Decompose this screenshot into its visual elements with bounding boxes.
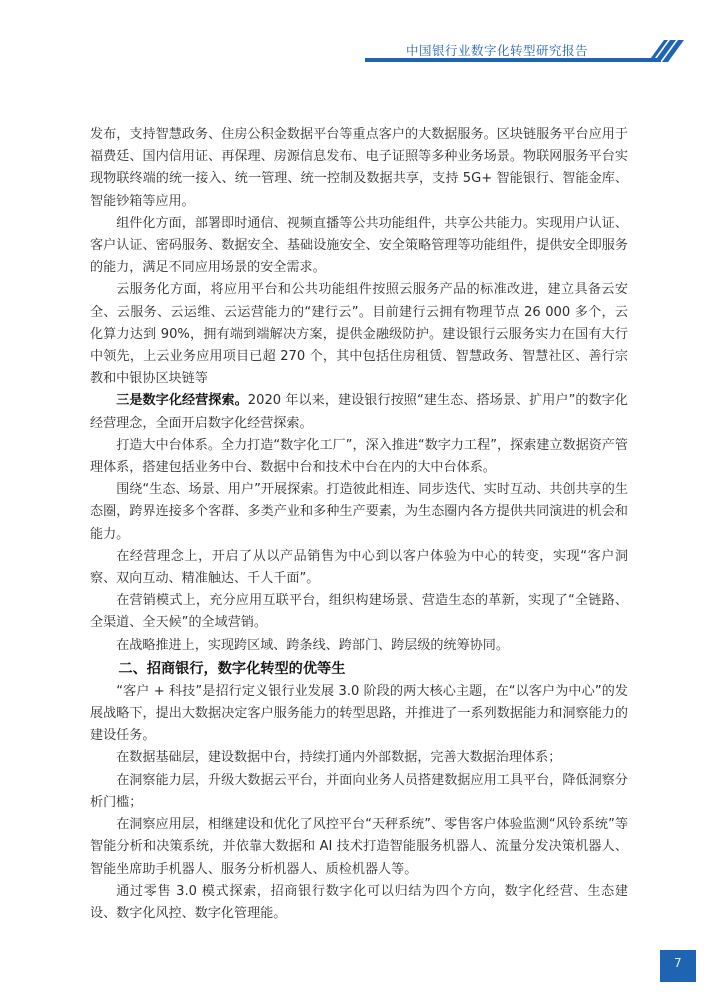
paragraph (90, 390, 628, 434)
paragraph: 在数据基础层，建设数据中台，持续打通内外部数据，完善大数据治理体系； (116, 750, 562, 766)
paragraph: “客户 + 科技”是招行定义银行业发展 3.0 阶段的两大核心主题，在“以客户为中心”的发展战略下，提出大数据决定客户服务能力的转型思路，并推进了一系列数据能力和洞察能力的建设任务。 (90, 683, 628, 744)
paragraph: 组件化方面，部署即时通信、视频直播等公共功能组件，共享公共能力。实现用户认证、客户认证、密码服务、数据安全、基础设施安全、安全策略管理等功能组件，提供安全即服务的能力，满足不同应用场景的安全需求。 (90, 215, 628, 276)
bold-lead-in: 三是数字化经营探索。 (116, 393, 248, 409)
paragraph: 发布，支持智慧政务、住房公积金数据平台等重点客户的大数据服务。区块链服务平台应用于福费廷、国内信用证、再保理、房源信息发布、电子证照等多种业务场景。物联网服务平台实现物联终端的统一接入、统一管理、统一控制及数据共享，支持 5G+ 智能银行、智能金库、智能钞箱等应用。 (90, 127, 628, 209)
running-header-title: 中国银行业数字化转型研究报告 (405, 43, 588, 58)
section-heading: 二、招商银行，数字化转型的优等生 (118, 660, 346, 677)
paragraph: 在经营理念上，开启了从以产品销售为中心到以客户体验为中心的转变，实现“客户洞察、双向互动、精准触达、千人千面”。 (90, 548, 628, 587)
paragraph: 在洞察应用层，相继建设和优化了风控平台“天秤系统”、零售客户体验监测“风铃系统”等智能分析和决策系统，并依靠大数据和 AI 技术打造智能服务机器人、流量分发决策机器人、智能坐席助手机器人、服务分析机器人、质检机器人等。 (90, 817, 628, 877)
paragraph: 在洞察能力层，升级大数据云平台，并面向业务人员搭建数据应用工具平台，降低洞察分析门槛； (90, 772, 628, 810)
paragraph: 通过零售 3.0 模式探索，招商银行数字化可以归结为四个方向，数字化经营、生态建设、数字化风控、数字化管理能。 (90, 883, 628, 921)
header-stripes-decoration (648, 40, 684, 62)
paragraph: 围绕“生态、场景、用户”开展探索。打造彼此相连、同步迭代、实时互动、共创共享的生态圈，跨界连接多个客群、多类产业和多种生产要素，为生态圈内各方提供共同演进的机会和能力。 (90, 482, 628, 542)
paragraph: 在战略推进上，实现跨区域、跨条线、跨部门、跨层级的统筹协同。 (116, 637, 509, 653)
paragraph: 在营销模式上，充分应用互联平台，组织构建场景、营造生态的革新，实现了“全链路、全渠道、全天候”的全域营销。 (90, 593, 628, 631)
paragraph: 云服务化方面，将应用平台和公共功能组件按照云服务产品的标准改进，建立具备云安全、云服务、云运维、云运营能力的“建行云”。目前建行云拥有物理节点 26 000 多个，云化算力达到 90%，拥有端到端解决方案，提供金融级防护。建设银行云服务实力在国有大行中领先，上云业务应用项目已超 270 个，其中包括住房租赁、智慧政务、智慧社区、善行宗教和中银协区块链等 (90, 282, 628, 387)
header-rule (365, 58, 661, 62)
body-text (90, 124, 628, 925)
page-number: 7 (674, 956, 682, 970)
paragraph-text: 2020 年以来，建设银行按照“建生态、搭场景、扩用户”的数字化经营理念，全面开启数字化经营探索。 (90, 393, 628, 431)
paragraph: 打造大中台体系。全力打造“数字化工厂”，深入推进“数字力工程”，探索建立数据资产管理体系，搭建包括业务中台、数据中台和技术中台在内的大中台体系。 (90, 437, 628, 476)
